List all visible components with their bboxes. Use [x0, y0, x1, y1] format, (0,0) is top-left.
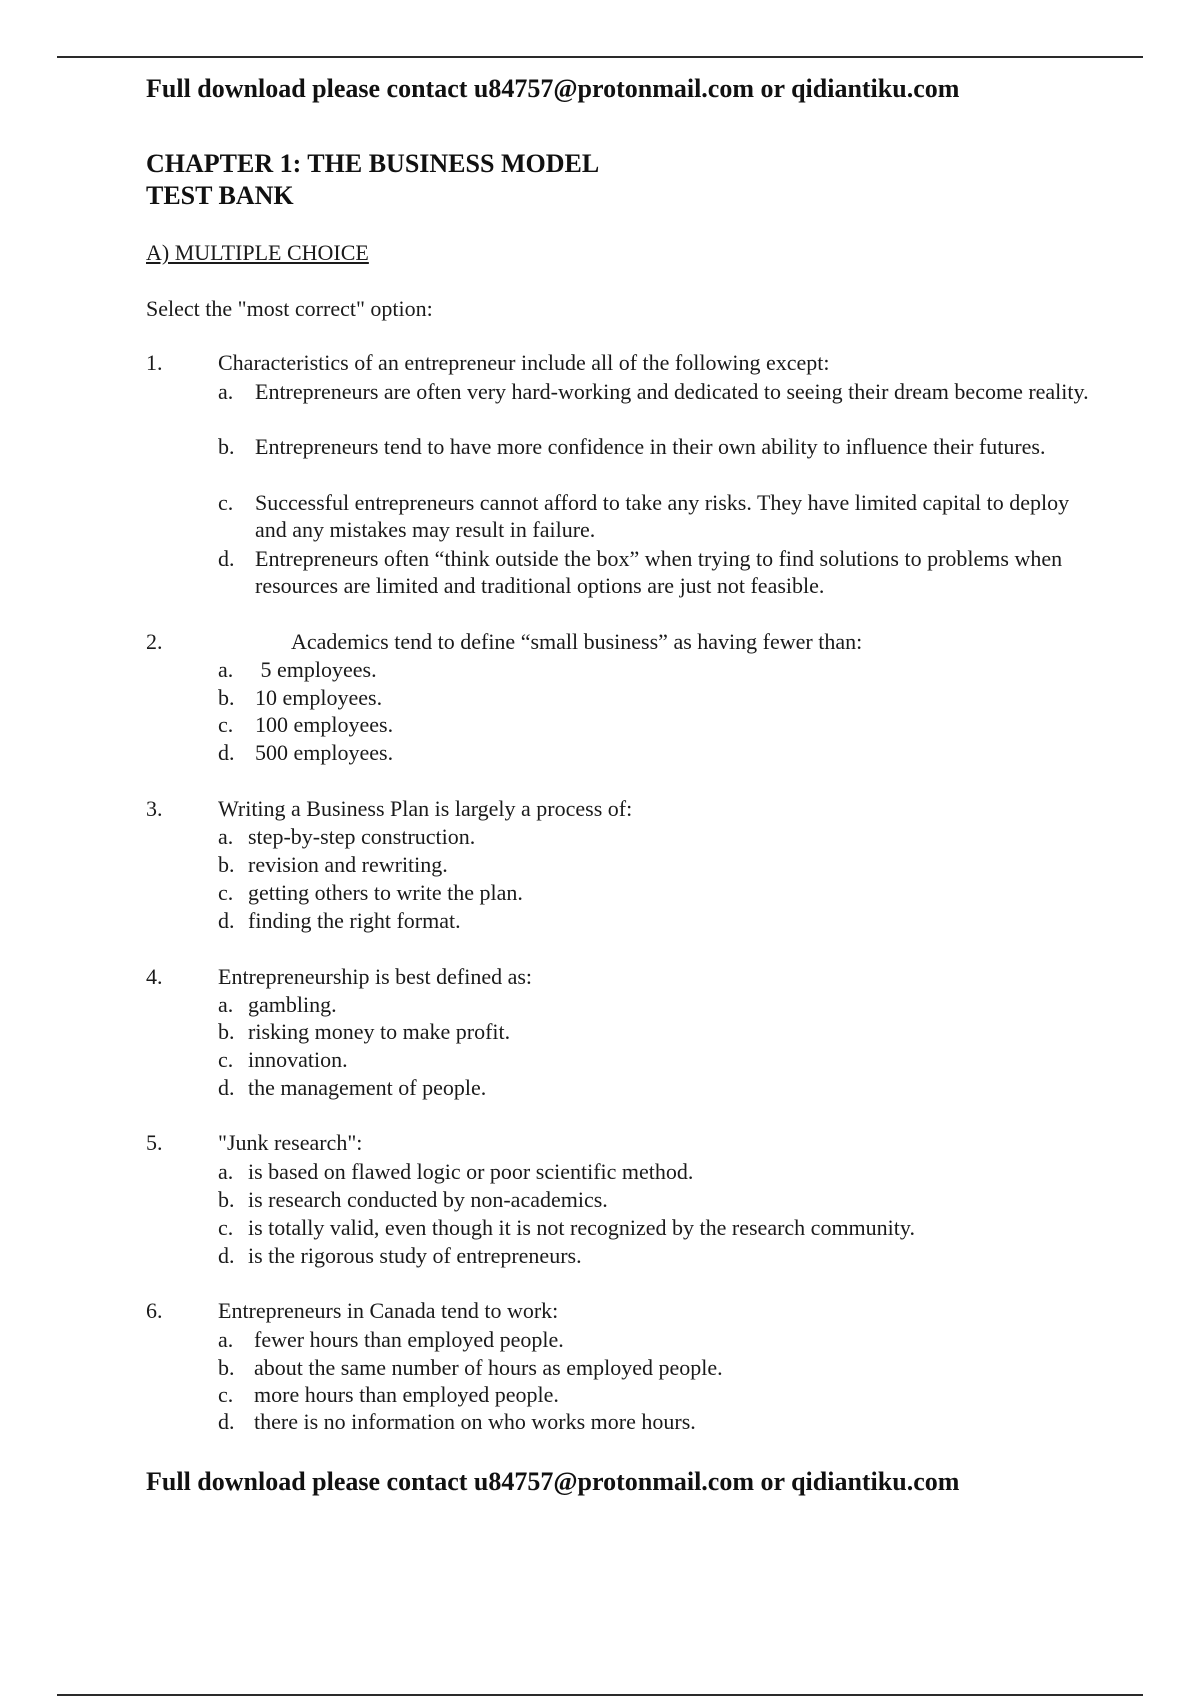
option-letter: a.: [218, 1327, 234, 1352]
option-letter: d.: [218, 908, 235, 933]
option-letter: d.: [218, 1075, 235, 1100]
question-number: 3.: [146, 796, 163, 821]
option-text: Entrepreneurs often “think outside the box” when trying to find solutions to problems when resources are limited and traditional options are just not feasible.: [255, 546, 1063, 598]
list-item: [218, 1326, 1098, 1353]
option-letter: c.: [218, 1047, 234, 1072]
option-letter: a.: [218, 992, 234, 1017]
option-text: about the same number of hours as employed people.: [254, 1355, 723, 1380]
option-text: 10 employees.: [255, 685, 383, 710]
option-letter: c.: [218, 880, 234, 905]
option-text: 500 employees.: [255, 740, 394, 765]
option-letter: b.: [218, 685, 235, 710]
list-item: [218, 991, 1098, 1018]
option-text: Entrepreneurs tend to have more confidence in their own ability to influence their futures.: [255, 434, 1046, 459]
question-text: Writing a Business Plan is largely a process of:: [218, 796, 633, 821]
option-text: is based on flawed logic or poor scientific method.: [248, 1159, 694, 1184]
list-item: [218, 1018, 1098, 1045]
option-text: innovation.: [248, 1047, 348, 1072]
list-item: [218, 433, 1098, 460]
question-text: Entrepreneurship is best defined as:: [218, 964, 533, 989]
section-heading: A) MULTIPLE CHOICE: [146, 240, 369, 265]
list-item: [218, 1408, 1098, 1435]
list-item: [218, 879, 1098, 906]
list-item: [218, 489, 1098, 543]
option-letter: b.: [218, 434, 235, 459]
list-item: [218, 739, 1098, 766]
list-item: [218, 711, 1098, 738]
option-letter: c.: [218, 1382, 234, 1407]
option-text: finding the right format.: [248, 908, 461, 933]
list-item: [218, 656, 1098, 683]
question-number: 4.: [146, 964, 163, 989]
option-letter: d.: [218, 740, 235, 765]
option-letter: b.: [218, 1019, 235, 1044]
option-text: more hours than employed people.: [254, 1382, 559, 1407]
question-text: Entrepreneurs in Canada tend to work:: [218, 1298, 559, 1323]
option-text: Entrepreneurs are often very hard-working and dedicated to seeing their dream become reality.: [255, 379, 1089, 404]
question-number: 1.: [146, 350, 163, 375]
option-letter: b.: [218, 852, 235, 877]
option-letter: a.: [218, 657, 234, 682]
question-text: Academics tend to define “small business” as having fewer than:: [291, 629, 863, 654]
option-letter: c.: [218, 490, 234, 515]
list-item: [218, 545, 1098, 599]
list-item: [218, 1186, 1098, 1213]
option-text: getting others to write the plan.: [248, 880, 523, 905]
list-item: [218, 1158, 1098, 1185]
list-item: [218, 907, 1098, 934]
top-divider: [57, 56, 1143, 58]
question-number: 2.: [146, 629, 163, 654]
bottom-divider: [57, 1694, 1143, 1696]
list-item: [218, 1354, 1098, 1381]
question-text: "Junk research":: [218, 1130, 363, 1155]
page-title: [146, 148, 599, 212]
option-letter: a.: [218, 379, 234, 404]
option-text: there is no information on who works more hours.: [254, 1409, 696, 1434]
option-letter: d.: [218, 1409, 235, 1434]
list-item: [218, 1242, 1098, 1269]
list-item: [218, 1214, 1098, 1241]
option-text: is the rigorous study of entrepreneurs.: [248, 1243, 582, 1268]
option-letter: b.: [218, 1187, 235, 1212]
option-letter: c.: [218, 712, 234, 737]
subtitle: TEST BANK: [146, 181, 294, 210]
list-item: [218, 378, 1098, 405]
list-item: [218, 1074, 1098, 1101]
list-item: [218, 823, 1098, 850]
option-text: is totally valid, even though it is not recognized by the research community.: [248, 1215, 915, 1240]
option-letter: b.: [218, 1355, 235, 1380]
option-text: 100 employees.: [255, 712, 394, 737]
list-item: [218, 851, 1098, 878]
option-text: revision and rewriting.: [248, 852, 448, 877]
chapter-title: CHAPTER 1: THE BUSINESS MODEL: [146, 149, 600, 178]
list-item: [218, 1046, 1098, 1073]
header-contact-banner: Full download please contact u84757@protonmail.com or qidiantiku.com: [146, 74, 960, 103]
question-number: 5.: [146, 1130, 163, 1155]
option-letter: a.: [218, 824, 234, 849]
question-number: 6.: [146, 1298, 163, 1323]
option-text: risking money to make profit.: [248, 1019, 511, 1044]
option-text: the management of people.: [248, 1075, 487, 1100]
footer-contact-banner: Full download please contact u84757@protonmail.com or qidiantiku.com: [146, 1467, 960, 1496]
option-letter: c.: [218, 1215, 234, 1240]
question-text: Characteristics of an entrepreneur include all of the following except:: [218, 350, 830, 375]
list-item: [218, 684, 1098, 711]
option-letter: d.: [218, 1243, 235, 1268]
option-text: Successful entrepreneurs cannot afford to take any risks. They have limited capital to deploy and any mistakes may result in failure.: [255, 490, 1070, 542]
option-text: gambling.: [248, 992, 337, 1017]
instruction-text: Select the "most correct" option:: [146, 296, 433, 321]
option-letter: d.: [218, 546, 235, 571]
option-text: fewer hours than employed people.: [254, 1327, 564, 1352]
list-item: [218, 1381, 1098, 1408]
option-text: step-by-step construction.: [248, 824, 476, 849]
option-letter: a.: [218, 1159, 234, 1184]
option-text: 5 employees.: [255, 657, 377, 682]
option-text: is research conducted by non-academics.: [248, 1187, 608, 1212]
